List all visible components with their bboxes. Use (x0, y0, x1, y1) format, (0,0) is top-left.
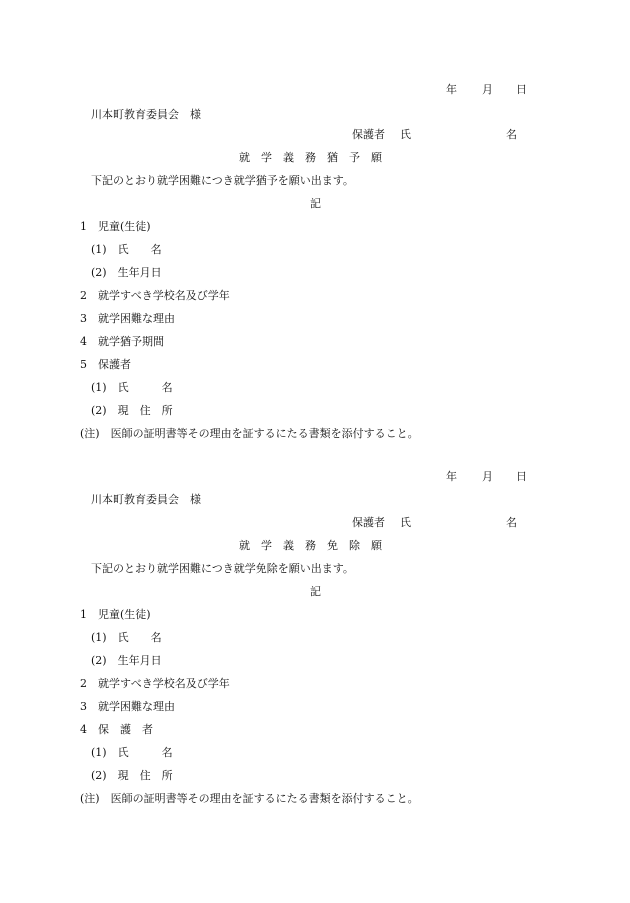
note: (注) 医師の証明書等その理由を証するにたる書類を添付すること。 (80, 792, 419, 805)
date-day-label: 日 (516, 83, 527, 96)
list-item: 5 保護者 (80, 358, 131, 371)
addressee: 川本町教育委員会 様 (91, 108, 201, 121)
list-item: 1 児童(生徒) (80, 608, 151, 621)
list-item: (1) 氏 名 (91, 381, 173, 394)
date-year-label: 年 (446, 83, 457, 96)
list-item: (2) 生年月日 (91, 266, 162, 279)
list-item: (1) 氏 名 (91, 631, 162, 644)
date-month-label: 月 (482, 470, 493, 483)
list-item: (1) 氏 名 (91, 746, 173, 759)
statement: 下記のとおり就学困難につき就学猶予を願い出ます。 (91, 174, 354, 187)
addressee: 川本町教育委員会 様 (91, 493, 201, 506)
guardian-name-shi: 氏 (400, 128, 411, 141)
list-item: 3 就学困難な理由 (80, 700, 175, 713)
form-title: 就 学 義 務 免 除 願 (239, 539, 382, 552)
guardian-name-shi: 氏 (400, 516, 411, 529)
list-item: 3 就学困難な理由 (80, 312, 175, 325)
statement: 下記のとおり就学困難につき就学免除を願い出ます。 (91, 562, 354, 575)
date-day-label: 日 (516, 470, 527, 483)
list-item: 2 就学すべき学校名及び学年 (80, 677, 230, 690)
list-item: (2) 現 住 所 (91, 769, 173, 782)
guardian-label: 保護者 (352, 516, 385, 529)
list-item: (2) 現 住 所 (91, 404, 173, 417)
ki-heading: 記 (310, 585, 321, 598)
list-item: (2) 生年月日 (91, 654, 162, 667)
ki-heading: 記 (310, 197, 321, 210)
note: (注) 医師の証明書等その理由を証するにたる書類を添付すること。 (80, 427, 419, 440)
list-item: 2 就学すべき学校名及び学年 (80, 289, 230, 302)
list-item: (1) 氏 名 (91, 243, 162, 256)
guardian-label: 保護者 (352, 128, 385, 141)
list-item: 4 就学猶予期間 (80, 335, 164, 348)
form-title: 就 学 義 務 猶 予 願 (239, 151, 382, 164)
list-item: 1 児童(生徒) (80, 220, 151, 233)
guardian-name-mei: 名 (506, 128, 517, 141)
date-year-label: 年 (446, 470, 457, 483)
date-month-label: 月 (482, 83, 493, 96)
guardian-name-mei: 名 (506, 516, 517, 529)
list-item: 4 保 護 者 (80, 723, 153, 736)
